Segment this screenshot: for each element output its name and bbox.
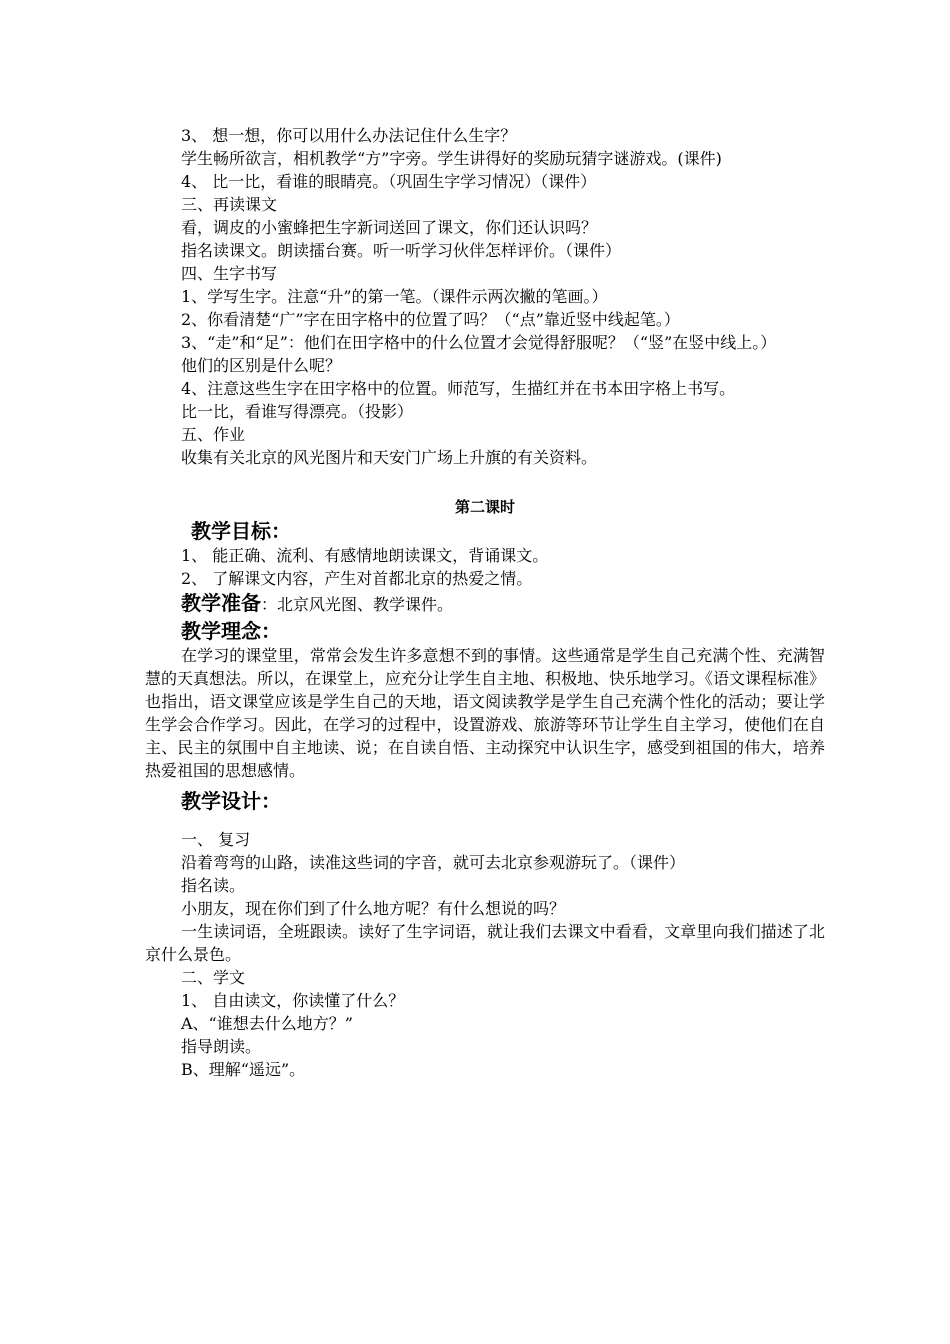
section-heading: 五、作业	[181, 425, 246, 444]
paragraph: 4、注意这些生字在田字格中的位置。师范写，生描红并在书本田字格上书写。	[181, 379, 736, 398]
prep-text: ：北京风光图、教学课件。	[261, 595, 454, 614]
paragraph: 学生畅所欲言，相机教学“方”字旁。学生讲得好的奖励玩猜字谜游戏。(课件)	[181, 149, 722, 168]
section-heading: 三、再读课文	[181, 195, 278, 214]
paragraph: 收集有关北京的风光图片和天安门广场上升旗的有关资料。	[181, 448, 598, 467]
section-heading: 一、 复习	[181, 830, 251, 849]
prep-heading: 教学准备	[181, 591, 261, 615]
goal-item: 1、 能正确、流利、有感情地朗读课文，背诵课文。	[181, 546, 549, 565]
paragraph: 他们的区别是什么呢？	[181, 356, 342, 375]
paragraph: 3、 想一想，你可以用什么办法记住什么生字？	[181, 126, 517, 145]
paragraph: B、理解“遥远”。	[181, 1060, 306, 1079]
paragraph: 4、 比一比，看谁的眼睛亮。（巩固生字学习情况）（课件）	[181, 172, 597, 191]
paragraph: 2、你看清楚“广”字在田字格中的位置了吗？（“点”靠近竖中线起笔。）	[181, 310, 680, 329]
concept-section	[145, 618, 825, 782]
paragraph: 指名读。	[181, 876, 246, 895]
paragraph: 沿着弯弯的山路，读准这些词的字音，就可去北京参观游玩了。（课件）	[181, 853, 686, 872]
spacer	[145, 814, 825, 828]
paragraph: A、“谁想去什么地方？”	[181, 1014, 353, 1033]
concept-heading: 教学理念：	[181, 619, 281, 643]
goals-heading: 教学目标：	[191, 519, 291, 543]
section-heading: 二、学文	[181, 968, 246, 987]
lesson-title: 第二课时	[454, 498, 515, 516]
design-heading: 教学设计：	[181, 789, 281, 813]
lesson-one-section	[145, 124, 825, 469]
section-heading: 四、生字书写	[181, 264, 278, 283]
prep-section	[145, 590, 825, 618]
paragraph: 3、“走”和“足”：他们在田字格中的什么位置才会觉得舒服呢？（“竖”在竖中线上。）	[181, 333, 777, 352]
paragraph: 指导朗读。	[181, 1037, 262, 1056]
paragraph: 指名读课文。朗读擂台赛。听一听学习伙伴怎样评价。（课件）	[181, 241, 622, 260]
paragraph: 看，调皮的小蜜蜂把生字新词送回了课文，你们还认识吗？	[181, 218, 598, 237]
design-section	[145, 788, 825, 1081]
document-page	[145, 124, 825, 1081]
paragraph: 小朋友，现在你们到了什么地方呢？有什么想说的吗？	[181, 899, 566, 918]
goal-item: 2、 了解课文内容，产生对首都北京的热爱之情。	[181, 569, 533, 588]
paragraph: 一生读词语，全班跟读。读好了生字词语，就让我们去课文中看看，文章里向我们描述了北京什么景色。	[145, 922, 825, 964]
goals-section	[145, 518, 825, 590]
paragraph: 1、 自由读文，你读懂了什么？	[181, 991, 405, 1010]
paragraph: 比一比，看谁写得漂亮。（投影）	[181, 402, 414, 421]
concept-text: 在学习的课堂里，常常会发生许多意想不到的事情。这些通常是学生自己充满个性、充满智慧的天真想法。所以，在课堂上，应充分让学生自主地、积极地、快乐地学习。《语文课程标准》也指出，语文课堂应该是学生自己的天地，语文阅读教学是学生自己充满个性化的活动；要让学生学会合作学习。因此，在学习的过程中，设置游戏、旅游等环节让学生自主学习，使他们在自主、民主的氛围中自主地读、说；在自读自悟、主动探究中认识生字，感受到祖国的伟大，培养热爱祖国的思想感情。	[145, 646, 826, 780]
paragraph: 1、学写生字。注意“升”的第一笔。（课件示两次撇的笔画。）	[181, 287, 608, 306]
